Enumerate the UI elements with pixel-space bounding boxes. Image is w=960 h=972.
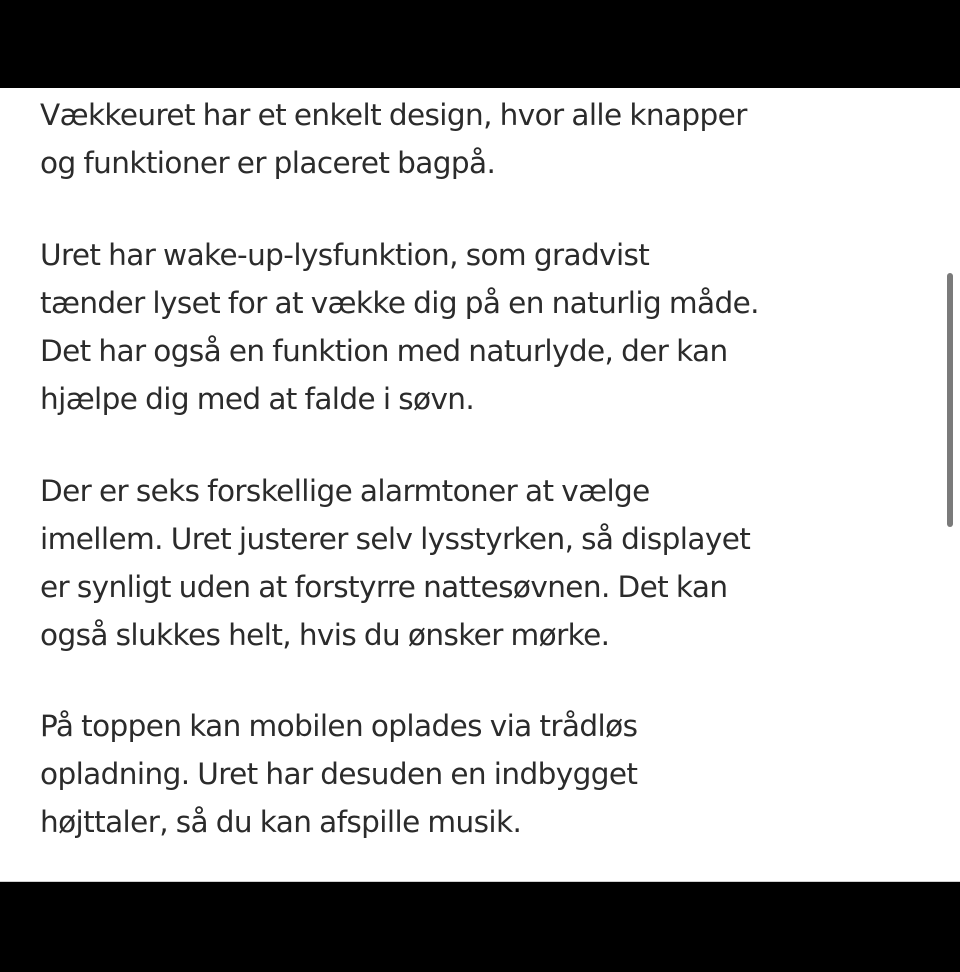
text-line: Der er seks forskellige alarmtoner at vælge	[40, 474, 650, 508]
paragraph-alarm-tones	[40, 467, 750, 659]
text-line: er synligt uden at forstyrre nattesøvnen. Det kan	[40, 570, 728, 604]
text-line: Det har også en funktion med naturlyde, der kan	[40, 334, 728, 368]
text-line: og funktioner er placeret bagpå.	[40, 146, 496, 180]
paragraph-design	[40, 91, 747, 187]
paragraph-wake-up-light	[40, 231, 759, 423]
paragraph-wireless-charging	[40, 702, 637, 846]
text-line: tænder lyset for at vække dig på en naturlig måde.	[40, 286, 759, 320]
text-line: Uret har wake-up-lysfunktion, som gradvist	[40, 238, 650, 272]
text-line: hjælpe dig med at falde i søvn.	[40, 382, 475, 416]
article-viewport	[0, 88, 960, 881]
text-line: også slukkes helt, hvis du ønsker mørke.	[40, 618, 610, 652]
scrollbar-thumb[interactable]	[947, 273, 953, 527]
top-black-bar	[0, 0, 960, 88]
vertical-scrollbar[interactable]	[944, 88, 956, 881]
text-line: På toppen kan mobilen oplades via trådløs	[40, 709, 638, 743]
text-line: imellem. Uret justerer selv lysstyrken, så displayet	[40, 522, 751, 556]
text-line: opladning. Uret har desuden en indbygget	[40, 757, 638, 791]
bottom-black-bar	[0, 881, 960, 972]
text-line: højttaler, så du kan afspille musik.	[40, 805, 522, 839]
text-line: Vækkeuret har et enkelt design, hvor alle knapper	[40, 98, 747, 132]
